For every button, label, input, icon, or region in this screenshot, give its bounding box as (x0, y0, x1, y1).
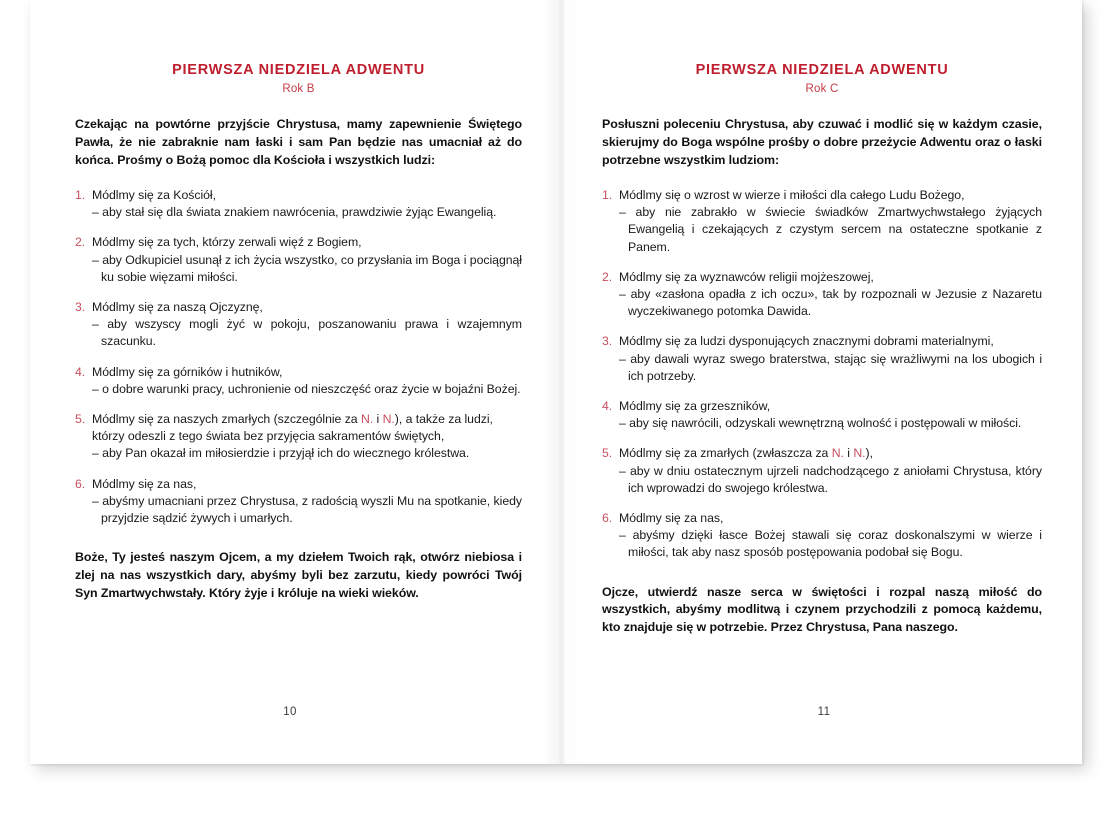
petition-intention (92, 411, 522, 445)
petition-intention: Módlmy się za grzeszników, (619, 399, 771, 413)
petition-intention-text: Módlmy się za zmarłych (zwłaszcza za (619, 446, 832, 461)
page-title: PIERWSZA NIEDZIELA ADWENTU (172, 62, 425, 78)
petition-response: – aby nie zabrakło w świecie świadków Zmartwychwstałego żyjących Ewangelią i czekających z czystym sercem na ostateczne spotkanie z Panem. (619, 205, 1042, 254)
petition-response: – aby stał się dla świata znakiem nawrócenia, prawdziwie żyjąc Ewangelią. (92, 205, 497, 220)
petition-name-placeholder: N. (853, 446, 866, 461)
petition-item (75, 476, 522, 528)
petition-item (75, 234, 522, 286)
petition-number: 3. (602, 334, 613, 349)
page-title: PIERWSZA NIEDZIELA ADWENTU (695, 62, 949, 78)
petition-item (602, 269, 1042, 321)
petition-item (75, 411, 522, 463)
petition-response: – o dobre warunki pracy, uchronienie od nieszczęść oraz życie w bojaźni Bożej. (92, 381, 521, 396)
petition-item (602, 333, 1042, 385)
petition-response: – abyśmy umacniani przez Chrystusa, z radością wyszli Mu na spotkanie, kiedy przyjdzie sądzić żywych i umarłych. (92, 493, 522, 526)
intro-paragraph: Czekając na powtórne przyjście Chrystusa, mamy zapewnienie Świętego Pawła, że nie zabraknie nam łaski i sam Pan będzie nas umacniał aż do końca. Prośmy o Bożą pomoc dla Kościoła i wszystkich ludzi: (75, 117, 522, 168)
petition-name-placeholder: N. (831, 446, 844, 461)
petition-list-left (75, 187, 522, 527)
petition-number: 6. (75, 476, 86, 491)
closing-prayer: Boże, Ty jesteś naszym Ojcem, a my dziełem Twoich rąk, otwórz niebiosa i zlej na nas wszystkich dary, abyśmy byli bez zarzutu, kiedy powróci Twój Syn Zmartwychwstały. Który żyje i króluje na wieki wieków. (75, 550, 522, 600)
petition-intention: Módlmy się za górników i hutników, (92, 364, 283, 379)
page-number: 11 (817, 706, 831, 718)
petition-response: – aby się nawrócili, odzyskali wewnętrzną wolność i postępowali w miłości. (619, 416, 1022, 431)
petition-item (602, 445, 1042, 497)
petition-number: 4. (602, 399, 613, 413)
petition-response: – aby wszyscy mogli żyć w pokoju, poszanowaniu prawa i wzajemnym szacunku. (92, 317, 522, 349)
petition-number: 5. (602, 446, 613, 461)
petition-intention-text: i (373, 412, 383, 426)
petition-intention: Módlmy się za tych, którzy zerwali więź z Bogiem, (92, 235, 362, 250)
petition-number: 4. (75, 364, 86, 379)
petition-response: – aby w dniu ostatecznym ujrzeli nadchodzącego z aniołami Chrystusa, który ich wprowadzi do swojego królestwa. (619, 463, 1042, 495)
petition-item (75, 364, 522, 398)
petition-intention: Módlmy się za nas, (92, 476, 197, 491)
petition-item (75, 299, 522, 351)
petition-intention (619, 445, 1042, 462)
petition-response: – abyśmy dzięki łasce Bożej stawali się coraz doskonalszymi w wierze i miłości, tak aby nasz sposób postępowania podobał się Bogu. (619, 528, 1042, 560)
page-number: 10 (283, 706, 297, 718)
petition-intention: Módlmy się za nas, (619, 511, 724, 526)
petition-number: 2. (75, 235, 86, 250)
petition-number: 1. (602, 187, 613, 202)
petition-name-placeholder: N. (360, 412, 374, 426)
intro-paragraph: Posłuszni poleceniu Chrystusa, aby czuwać i modlić się w każdym czasie, skierujmy do Boga wspólne prośby o dobre przeżycie Adwentu oraz o łaski potrzebne wszystkim ludziom: (602, 117, 1042, 168)
petition-response: – aby «zasłona opadła z ich oczu», tak by rozpoznali w Jezusie z Nazaretu wyczekiwanego potomka Dawida. (619, 286, 1042, 319)
petition-item (602, 510, 1042, 562)
page-left (30, 0, 550, 764)
petition-intention: Módlmy się za naszą Ojczyznę, (92, 299, 263, 314)
petition-number: 3. (75, 299, 86, 314)
petition-intention: Módlmy się o wzrost w wierze i miłości dla całego Ludu Bożego, (619, 187, 965, 202)
petition-intention-text: i (843, 446, 854, 461)
petition-list-right (602, 187, 1042, 562)
petition-number: 6. (602, 511, 613, 526)
petition-intention-text: ), a także za ludzi, którzy odeszli z tego świata bez przyjęcia sakramentów świętych, (92, 412, 493, 444)
petition-intention: Módlmy się za ludzi dysponujących znacznymi dobrami materialnymi, (619, 334, 994, 349)
petition-number: 5. (75, 412, 86, 426)
page-right (562, 0, 1082, 764)
petition-intention: Módlmy się za wyznawców religii mojżeszowej, (619, 269, 874, 284)
petition-item (75, 187, 522, 221)
page-subtitle: Rok C (805, 83, 839, 96)
petition-item (602, 187, 1042, 256)
petition-number: 1. (75, 187, 86, 202)
petition-intention: Módlmy się za Kościół, (92, 187, 216, 202)
book-spread (30, 0, 1082, 764)
petition-intention-text: Módlmy się za naszych zmarłych (szczególnie za (92, 412, 361, 426)
petition-item (602, 398, 1042, 432)
petition-response: – aby Odkupiciel usunął z ich życia wszystko, co przysłania im Boga i pociągnął ku sobie więzami miłości. (92, 252, 522, 284)
petition-name-placeholder: N. (382, 412, 395, 426)
closing-prayer: Ojcze, utwierdź nasze serca w świętości i rozpal naszą miłość do wszystkich, abyśmy modlitwą i czynem przychodzili z pomocą każdemu, kto znajduje się w potrzebie. Przez Chrystusa, Pana naszego. (602, 584, 1042, 635)
page-subtitle: Rok B (282, 83, 315, 96)
petition-number: 2. (602, 269, 613, 284)
petition-intention-text: ), (865, 446, 873, 461)
petition-response: – aby Pan okazał im miłosierdzie i przyjął ich do wiecznego królestwa. (92, 446, 470, 461)
petition-response: – aby dawali wyraz swego braterstwa, stając się wrażliwymi na los ubogich i ich potrzeby. (619, 351, 1042, 383)
